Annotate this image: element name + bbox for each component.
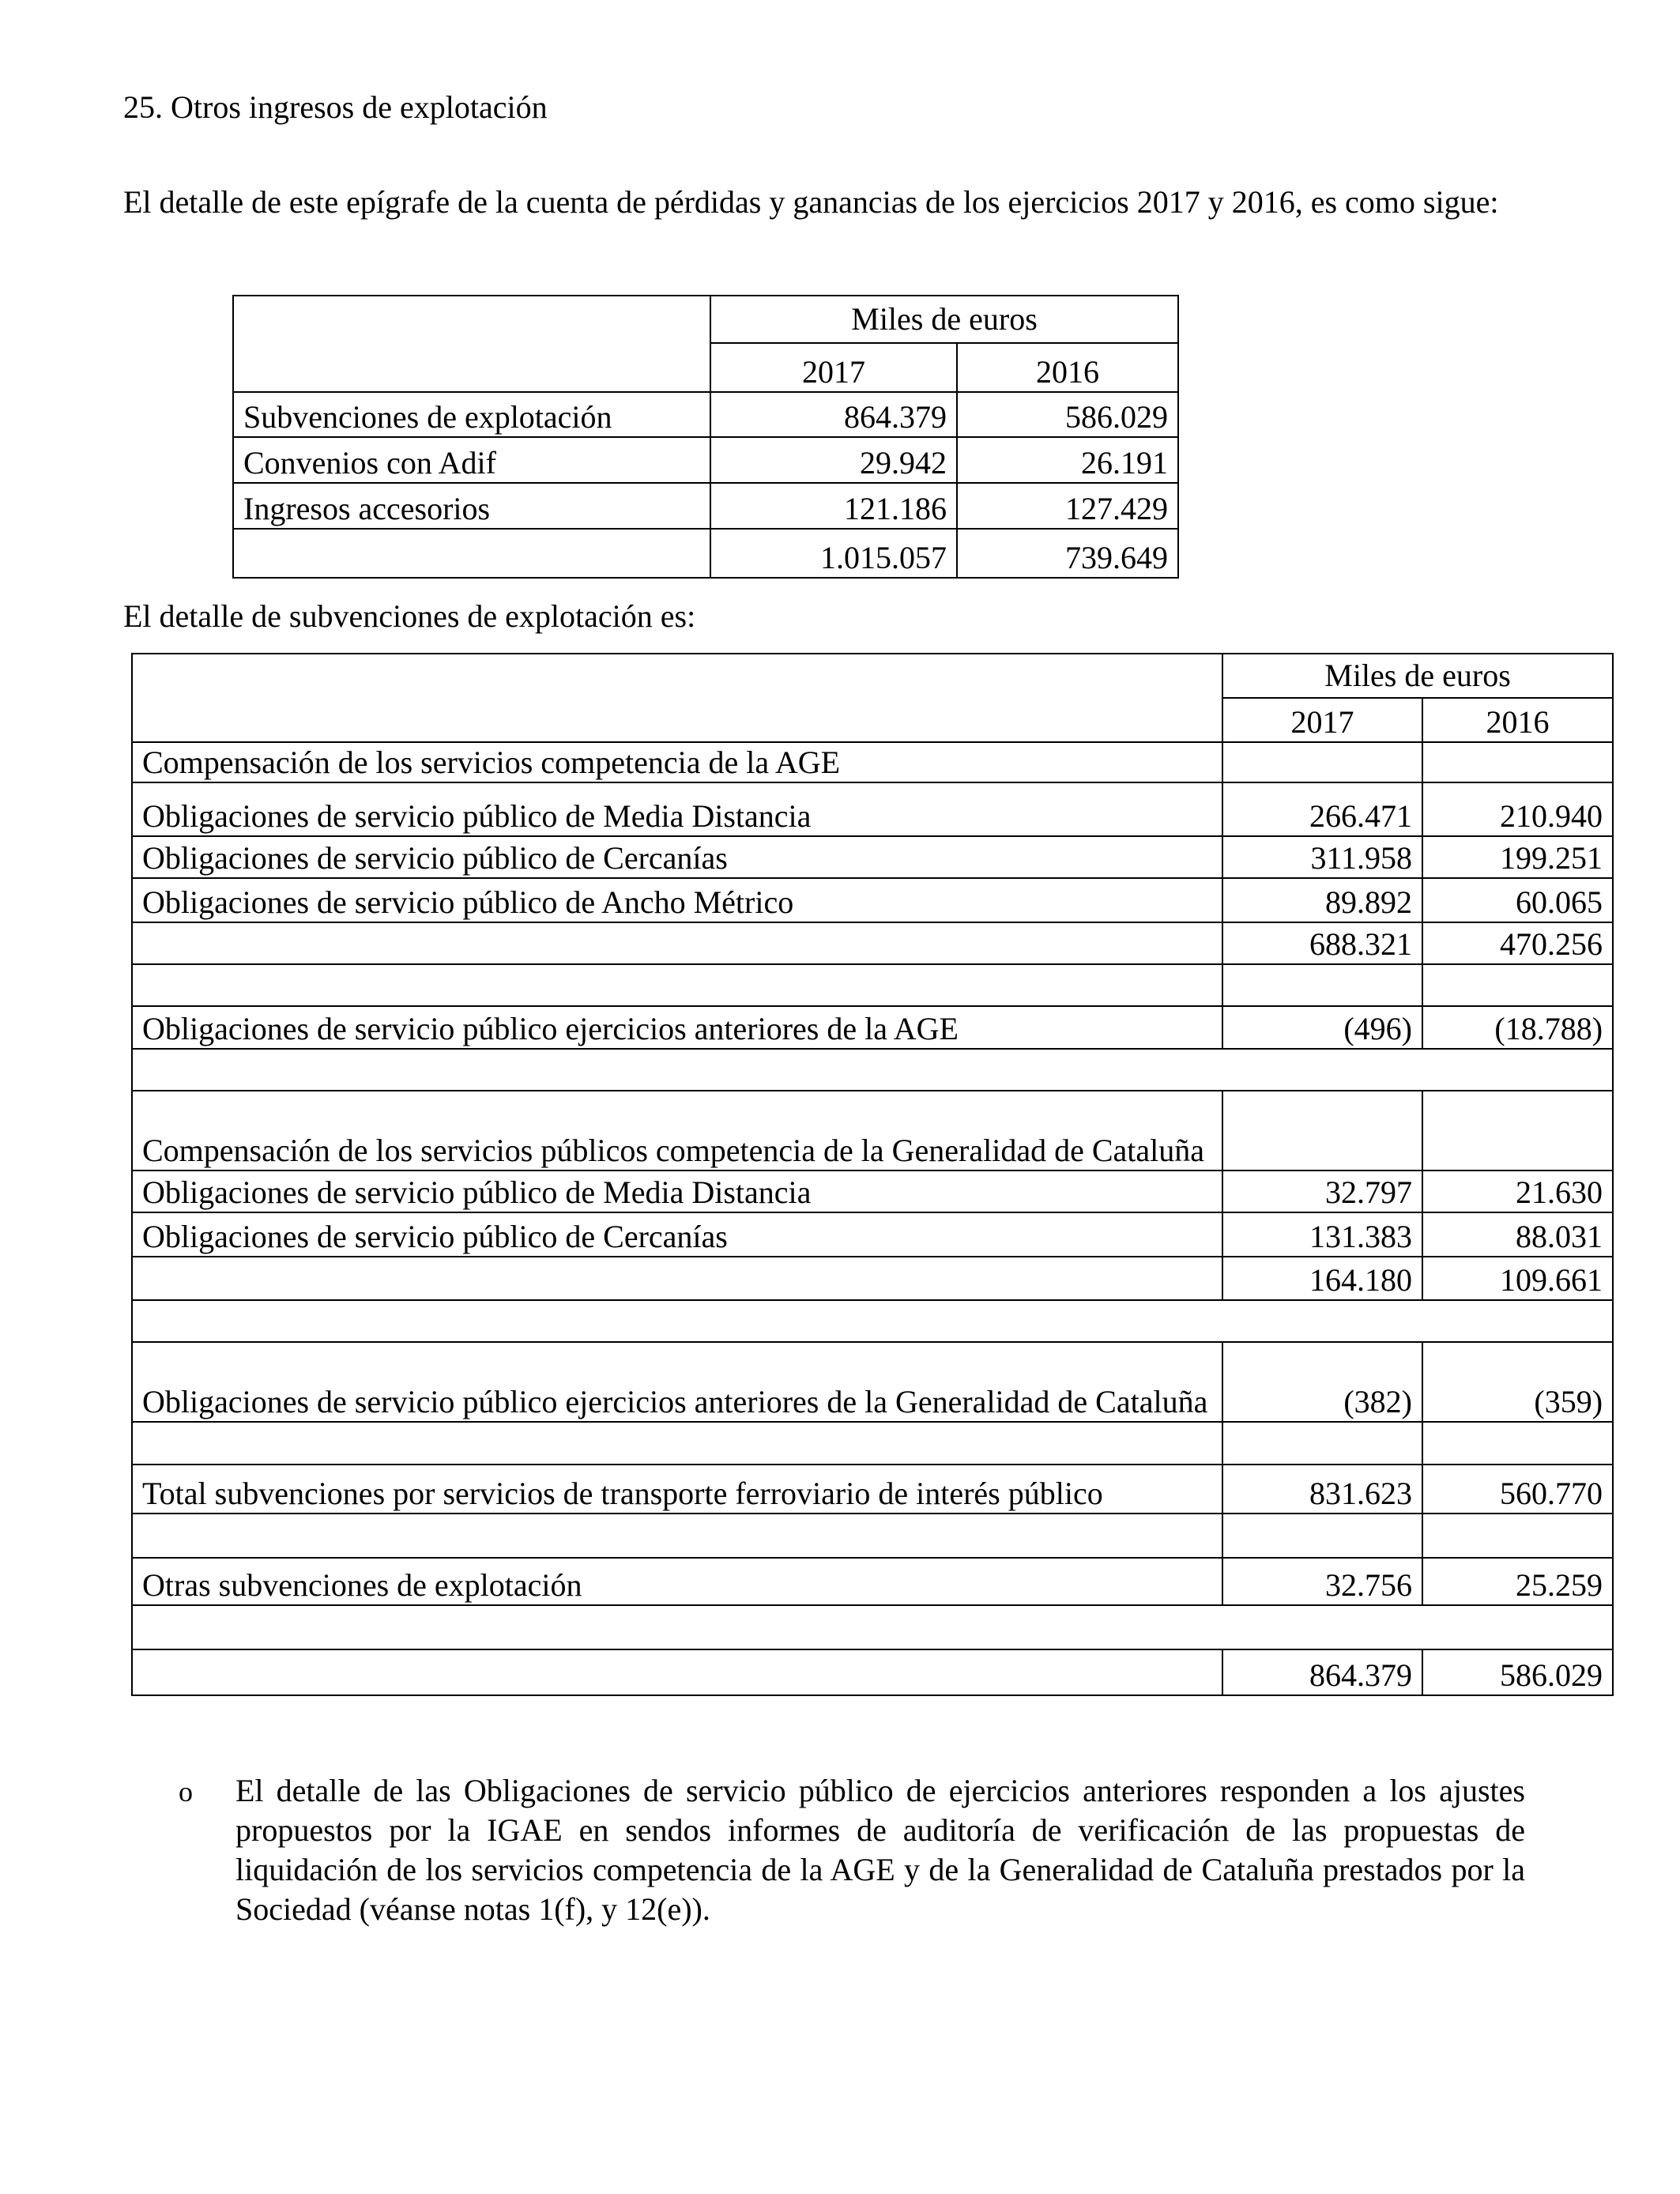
table2-row-2017: 311.958 <box>1222 836 1422 878</box>
table2-row-2017: (382) <box>1222 1342 1422 1422</box>
table1-row-label: Convenios con Adif <box>233 437 710 483</box>
table2-subtotal-label <box>132 1257 1222 1300</box>
table2-empty-header <box>132 654 1222 742</box>
table2-row-label: Obligaciones de servicio público de Media Distancia <box>132 782 1222 836</box>
table2-row-label: Otras subvenciones de explotación <box>132 1558 1222 1605</box>
table1-group-header: Miles de euros <box>710 296 1178 343</box>
table2-subtotal-2016: 109.661 <box>1422 1257 1613 1300</box>
table1-total-2017: 1.015.057 <box>710 529 957 578</box>
table2-row-label: Obligaciones de servicio público ejercicios anteriores de la AGE <box>132 1006 1222 1049</box>
table2-spacer-2016 <box>1422 964 1613 1006</box>
table1-row-2016: 127.429 <box>957 483 1178 529</box>
table2-subtotal-2017: 688.321 <box>1222 922 1422 964</box>
table2-row-label: Obligaciones de servicio público de Cercanías <box>132 836 1222 878</box>
table1-row-2017: 864.379 <box>710 392 957 437</box>
subsidies-intro: El detalle de subvenciones de explotación es: <box>123 598 696 634</box>
table2-row-label: Obligaciones de servicio público de Cercanías <box>132 1212 1222 1257</box>
table2-row-2016: 88.031 <box>1422 1212 1613 1257</box>
table2-row-label: Obligaciones de servicio público ejercicios anteriores de la Generalidad de Cataluña <box>132 1342 1222 1422</box>
table2-row-2016: 210.940 <box>1422 782 1613 836</box>
table1-row-label: Ingresos accesorios <box>233 483 710 529</box>
table1-row-2016: 586.029 <box>957 392 1178 437</box>
table2-total-2016: 586.029 <box>1422 1649 1613 1695</box>
table2-spacer-row <box>132 964 1222 1006</box>
table2-subtotal-2017: 164.180 <box>1222 1257 1422 1300</box>
table1-row-2017: 121.186 <box>710 483 957 529</box>
table1-row-label: Subvenciones de explotación <box>233 392 710 437</box>
table2-row-label: Total subvenciones por servicios de transporte ferroviario de interés público <box>132 1465 1222 1514</box>
table2-row-2017: (496) <box>1222 1006 1422 1049</box>
table2-row-2016: (359) <box>1422 1342 1613 1422</box>
table2-row-2016: 560.770 <box>1422 1465 1613 1514</box>
table2-spacer-2017 <box>1222 964 1422 1006</box>
intro-paragraph: El detalle de este epígrafe de la cuenta de pérdidas y ganancias de los ejercicios 2017 y 2016, es como sigue: <box>123 184 1499 220</box>
table2-row-2016: 25.259 <box>1422 1558 1613 1605</box>
table2-subtotal-label <box>132 922 1222 964</box>
table2-row-2017: 32.797 <box>1222 1171 1422 1212</box>
table2-spacer-2017 <box>1222 1514 1422 1558</box>
table2-spacer-row <box>132 1605 1613 1649</box>
table2-row-2017 <box>1222 1091 1422 1171</box>
other-income-table <box>232 295 1179 579</box>
table2-row-2016: (18.788) <box>1422 1006 1613 1049</box>
bullet-icon: o <box>179 1776 193 1808</box>
table2-row-2017: 831.623 <box>1222 1465 1422 1514</box>
table2-row-2017 <box>1222 742 1422 782</box>
table1-row-2017: 29.942 <box>710 437 957 483</box>
table2-row-2017: 131.383 <box>1222 1212 1422 1257</box>
table1-total-label <box>233 529 710 578</box>
table2-subtotal-2016: 470.256 <box>1422 922 1613 964</box>
table2-row-2016 <box>1422 1091 1613 1171</box>
table2-spacer-2016 <box>1422 1422 1613 1465</box>
table2-spacer-2016 <box>1422 1514 1613 1558</box>
table2-row-2016: 199.251 <box>1422 836 1613 878</box>
table2-spacer-2017 <box>1222 1422 1422 1465</box>
table1-empty-header <box>233 296 710 392</box>
table2-spacer-row <box>132 1514 1222 1558</box>
section-heading: 25. Otros ingresos de explotación <box>123 89 548 125</box>
table2-row-label: Compensación de los servicios competencia de la AGE <box>132 742 1222 782</box>
table2-group-header: Miles de euros <box>1222 654 1613 698</box>
table2-row-2017: 266.471 <box>1222 782 1422 836</box>
footnote-text: El detalle de las Obligaciones de servicio público de ejercicios anteriores responden a los ajustes propuestos por la IGAE en sendos informes de auditoría de verificación de las propuestas de liquidación de los servicios competencia de la AGE y de la Generalidad de Cataluña prestados por la Sociedad (véanse notas 1(f), y 12(e)). <box>235 1773 1525 1927</box>
table1-total-2016: 739.649 <box>957 529 1178 578</box>
table1-col-2016: 2016 <box>957 343 1178 392</box>
table2-spacer-row <box>132 1422 1222 1465</box>
subsidies-detail-table <box>131 653 1614 1696</box>
table2-row-2017: 89.892 <box>1222 878 1422 922</box>
table2-spacer-row <box>132 1300 1613 1342</box>
table2-row-label: Obligaciones de servicio público de Media Distancia <box>132 1171 1222 1212</box>
table1-row-2016: 26.191 <box>957 437 1178 483</box>
table2-row-label: Obligaciones de servicio público de Ancho Métrico <box>132 878 1222 922</box>
table2-col-2016: 2016 <box>1422 698 1613 742</box>
table2-total-label <box>132 1649 1222 1695</box>
table2-row-label: Compensación de los servicios públicos competencia de la Generalidad de Cataluña <box>132 1091 1222 1171</box>
table2-row-2016: 60.065 <box>1422 878 1613 922</box>
table2-row-2016 <box>1422 742 1613 782</box>
table2-total-2017: 864.379 <box>1222 1649 1422 1695</box>
table2-row-2016: 21.630 <box>1422 1171 1613 1212</box>
table1-col-2017: 2017 <box>710 343 957 392</box>
table2-col-2017: 2017 <box>1222 698 1422 742</box>
table2-spacer-row <box>132 1049 1613 1091</box>
table2-row-2017: 32.756 <box>1222 1558 1422 1605</box>
